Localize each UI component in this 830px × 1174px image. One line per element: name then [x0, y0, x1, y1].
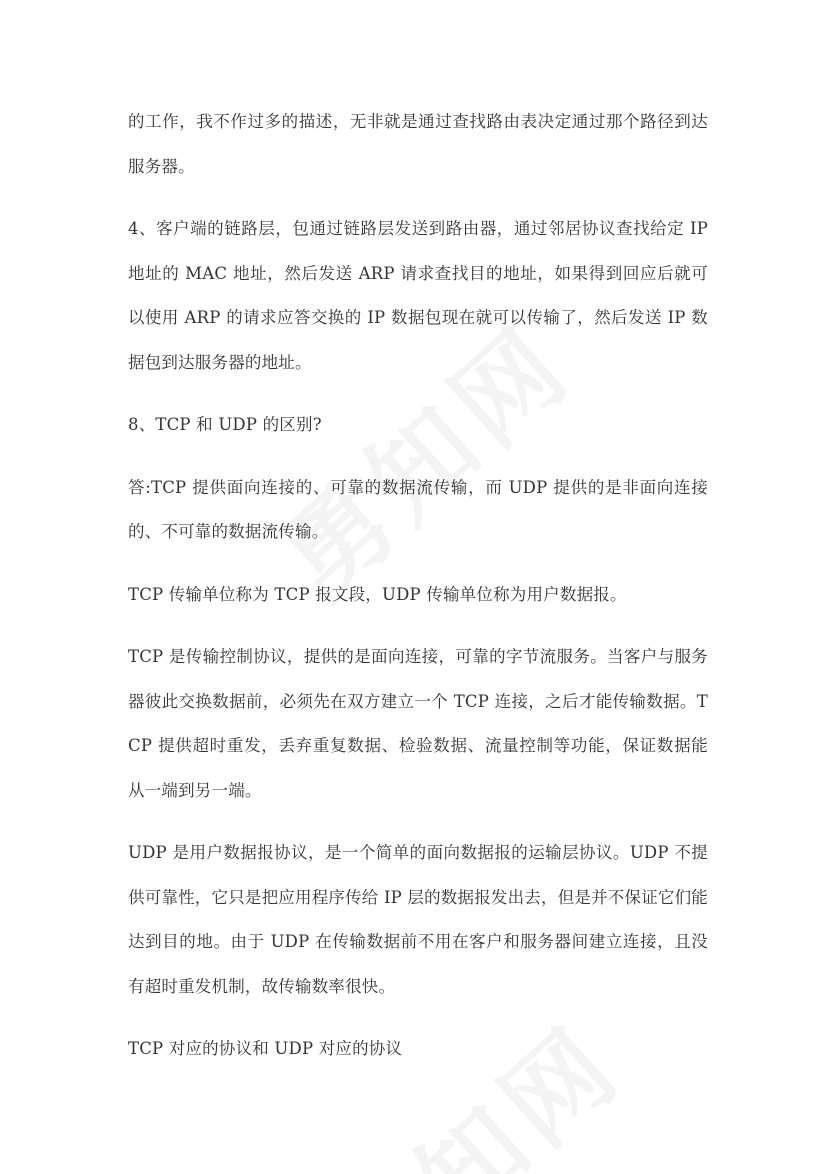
paragraph-udp-description: UDP 是用户数据报协议，是一个简单的面向数据报的运输层协议。UDP 不提供可靠性，它只是把应用程序传给 IP 层的数据报发出去，但是并不保证它们能达到目的地。由于 UDP 在传输数据前不用在客户和服务器间建立连接，且没有超时重发机制，故传输数率很快。 — [128, 843, 709, 996]
paragraph-routing-continuation: 的工作，我不作过多的描述，无非就是通过查找路由表决定通过那个路径到达服务器。 — [128, 112, 708, 176]
paragraph-protocols-heading: TCP 对应的协议和 UDP 对应的协议 — [128, 1039, 403, 1058]
paragraph-link-layer: 4、客户端的链路层，包通过链路层发送到路由器，通过邻居协议查找给定 IP 地址的 MAC 地址，然后发送 ARP 请求查找目的地址，如果得到回应后就可以使用 ARP 的请求应答交换的 IP 数据包现在就可以传输了，然后发送 IP 数据包到达服务器的地址。 — [128, 219, 708, 372]
paragraph-answer: 答:TCP 提供面向连接的、可靠的数据流传输，而 UDP 提供的是非面向连接的、不可靠的数据流传输。 — [128, 477, 708, 541]
paragraph-transmission-unit: TCP 传输单位称为 TCP 报文段，UDP 传输单位称为用户数据报。 — [128, 584, 627, 604]
document-body — [128, 100, 708, 1090]
question-heading: 8、TCP 和 UDP 的区别? — [128, 415, 322, 434]
paragraph-tcp-description: TCP 是传输控制协议，提供的是面向连接，可靠的字节流服务。当客户与服务器彼此交换数据前，必须先在双方建立一个 TCP 连接，之后才能传输数据。TCP 提供超时重发，丢弃重复数据、检验数据、流量控制等功能，保证数据能从一端到另一端。 — [128, 647, 708, 800]
